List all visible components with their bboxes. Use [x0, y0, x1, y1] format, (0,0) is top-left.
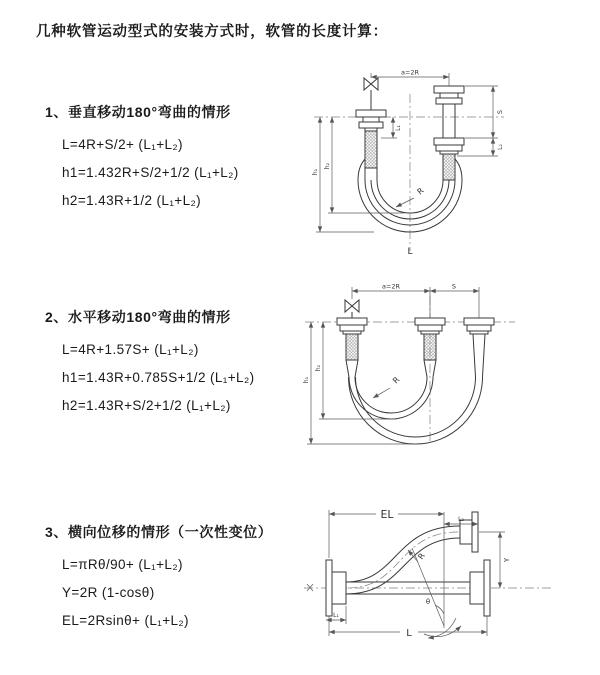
length-label: L [407, 247, 413, 257]
dim-y-label: Y [503, 557, 511, 563]
dim-l2-label: L₂ [458, 516, 464, 523]
section-2-formula-l: L=4R+1.57S+ (L₁+L₂) [62, 342, 199, 357]
hose-u-bends [346, 334, 485, 444]
section-2-formula-h2: h2=1.43R+S/2+1/2 (L₁+L₂) [62, 398, 231, 413]
dim-h1-label: h₁ [303, 376, 310, 384]
dim-l1-label: L₁ [333, 612, 339, 619]
section-1-formula-h2: h2=1.43R+1/2 (L₁+L₂) [62, 193, 202, 208]
section-3-heading: 3、横向位移的情形（一次性变位） [45, 524, 273, 540]
dim-h1-label: h₁ [312, 168, 319, 176]
dim-a2r-label: a=2R [400, 68, 420, 77]
dim-l2-label: L₂ [497, 144, 504, 150]
diagram-horizontal-180-bend [297, 282, 541, 462]
right-fitting [464, 318, 494, 334]
dimension-l [329, 616, 487, 639]
section-2 [45, 307, 254, 420]
left-fitting [356, 110, 386, 131]
radius-label: R [416, 551, 427, 562]
radius-label: R [391, 375, 402, 386]
valve-icon [364, 78, 378, 110]
section-2-formula-h1: h1=1.43R+0.785S+1/2 (L₁+L₂) [62, 370, 255, 385]
left-flange [326, 560, 346, 616]
left-fitting [337, 318, 367, 334]
radius-label: R [415, 186, 426, 197]
middle-fitting [415, 318, 445, 334]
section-3-formula-y: Y=2R (1-cosθ) [62, 585, 155, 600]
dimension-el [329, 508, 444, 558]
right-fitting-upper [434, 86, 464, 104]
dimension-a2r [371, 69, 449, 87]
dim-s-label: S [496, 109, 504, 115]
right-fitting-lower [434, 138, 464, 154]
dim-l1-label: L₁ [395, 125, 402, 131]
right-flange [470, 560, 490, 616]
section-1-formula-l: L=4R+S/2+ (L₁+L₂) [62, 137, 183, 152]
centerlines [314, 94, 504, 251]
break-mark [307, 584, 313, 591]
dimension-h1 [303, 322, 417, 444]
dim-s-label: S [451, 282, 457, 291]
curved-hose [346, 526, 460, 594]
radius-callout [373, 375, 402, 398]
page-title: 几种软管运动型式的安装方式时，软管的长度计算： [36, 24, 388, 40]
dim-h2-label: h₂ [324, 162, 331, 170]
angle-theta-label: θ [425, 598, 431, 606]
radius-callout [396, 186, 426, 207]
radius-callout [408, 550, 427, 562]
section-3 [45, 522, 272, 635]
valve-icon [345, 300, 359, 318]
dimension-l1 [381, 117, 402, 138]
section-3-formula-el: EL=2Rsinθ+ (L₁+L₂) [62, 613, 189, 628]
diagram-vertical-180-bend [302, 68, 528, 258]
section-1 [45, 102, 239, 215]
section-3-formula-l: L=πRθ/90+ (L₁+L₂) [62, 557, 183, 572]
dimension-a2r [352, 283, 430, 319]
dim-l-label: L [406, 628, 412, 639]
diagram-lateral-displacement [298, 498, 564, 650]
dimension-h2 [324, 117, 404, 213]
dimension-s [465, 86, 504, 138]
section-1-formula-h1: h1=1.432R+S/2+1/2 (L₁+L₂) [62, 165, 239, 180]
angle-theta [412, 548, 461, 638]
dim-a2r-label: a=2R [381, 282, 401, 291]
dimension-s [430, 283, 479, 319]
dim-el-label: EL [380, 508, 394, 521]
dim-h2-label: h₂ [315, 364, 322, 372]
section-2-heading: 2、水平移动180°弯曲的情形 [45, 309, 231, 325]
section-1-heading: 1、垂直移动180°弯曲的情形 [45, 104, 231, 120]
